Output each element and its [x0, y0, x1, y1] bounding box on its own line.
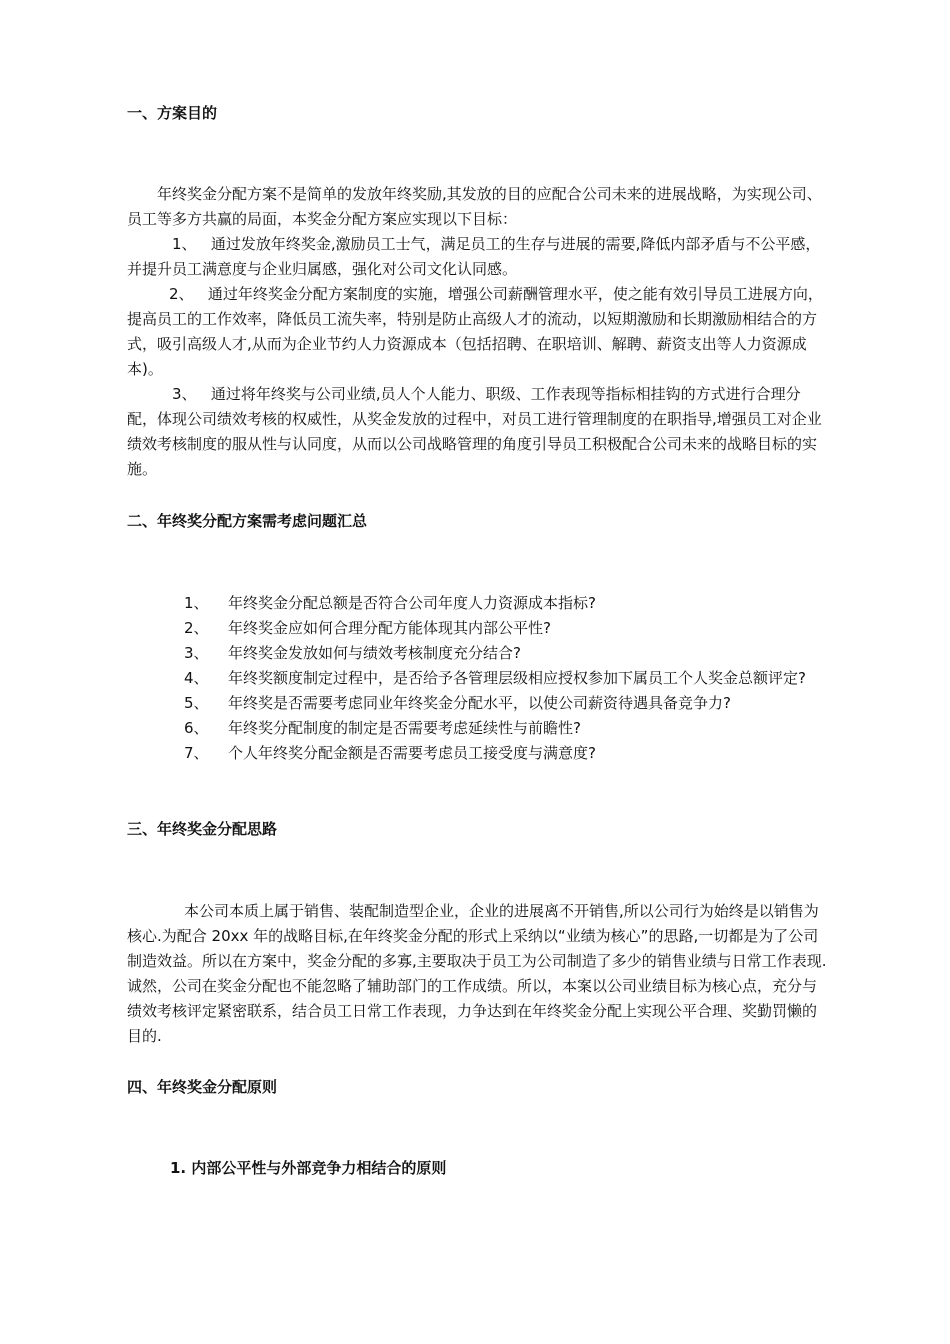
list-item — [127, 716, 827, 741]
section-1-intro: 年终奖金分配方案不是简单的发放年终奖励,其发放的目的应配合公司未来的进展战略，为实现公司、员工等多方共赢的局面，本奖金分配方案应实现以下目标： — [127, 185, 822, 228]
list-number: 4、 — [184, 669, 209, 687]
questions-list — [127, 591, 827, 766]
list-item — [127, 666, 827, 691]
list-text: 个人年终奖分配金额是否需要考虑员工接受度与满意度? — [228, 744, 596, 762]
section-4-heading: 四、年终奖金分配原则 — [127, 1078, 278, 1096]
list-text: 年终奖是否需要考虑同业年终奖金分配水平，以使公司薪资待遇具备竞争力? — [228, 694, 731, 712]
list-item — [127, 691, 827, 716]
section-2-heading: 二、年终奖分配方案需考虑问题汇总 — [127, 512, 368, 530]
list-number: 7、 — [184, 744, 209, 762]
goal-item — [127, 382, 827, 482]
list-text: 年终奖分配制度的制定是否需要考虑延续性与前瞻性? — [228, 719, 581, 737]
list-text: 年终奖额度制定过程中，是否给予各管理层级相应授权参加下属员工个人奖金总额评定? — [228, 669, 806, 687]
list-text: 年终奖金分配总额是否符合公司年度人力资源成本指标? — [228, 594, 596, 612]
goal-number: 1、 — [172, 235, 197, 253]
section-1-body — [127, 182, 827, 482]
list-item — [127, 641, 827, 666]
section-4-subheading-1: 1. 内部公平性与外部竞争力相结合的原则 — [170, 1159, 447, 1177]
goal-number: 3、 — [172, 385, 197, 403]
list-text: 年终奖金应如何合理分配方能体现其内部公平性? — [228, 619, 551, 637]
list-number: 5、 — [184, 694, 209, 712]
list-text: 年终奖金发放如何与绩效考核制度充分结合? — [228, 644, 521, 662]
list-item — [127, 616, 827, 641]
section-3-paragraph: 本公司本质上属于销售、装配制造型企业，企业的进展离不开销售,所以公司行为始终是以销售为核心.为配合 20xx 年的战略目标,在年终奖金分配的形式上采纳以“业绩为核心”的思路,一切都是为了公司制造效益。所以在方案中，奖金分配的多寡,主要取决于员工为公司制造了多少的销售业绩与日常工作表现.诚然，公司在奖金分配也不能忽略了辅助部门的工作成绩。所以，本案以公司业绩目标为核心点，充分与绩效考核评定紧密联系，结合员工日常工作表现，力争达到在年终奖金分配上实现公平合理、奖勤罚懒的目的. — [127, 902, 827, 1045]
list-number: 3、 — [184, 644, 209, 662]
list-number: 2、 — [184, 619, 209, 637]
section-3-body — [127, 899, 827, 1049]
section-3-heading: 三、年终奖金分配思路 — [127, 820, 278, 838]
goal-text: 通过将年终奖与公司业绩,员人个人能力、职级、工作表现等指标相挂钩的方式进行合理分配，体现公司绩效考核的权威性，从奖金发放的过程中，对员工进行管理制度的在职指导,增强员工对企业绩效考核制度的服从性与认同度，从而以公司战略管理的角度引导员工积极配合公司未来的战略目标的实施。 — [127, 385, 822, 478]
goal-text: 通过年终奖金分配方案制度的实施，增强公司薪酬管理水平，使之能有效引导员工进展方向，提高员工的工作效率，降低员工流失率，特别是防止高级人才的流动，以短期激励和长期激励相结合的方式，吸引高级人才,从而为企业节约人力资源成本（包括招聘、在职培训、解聘、薪资支出等人力资源成本)。 — [127, 285, 823, 378]
list-number: 6、 — [184, 719, 209, 737]
list-item — [127, 741, 827, 766]
list-number: 1、 — [184, 594, 209, 612]
section-1-heading: 一、方案目的 — [127, 104, 218, 122]
goal-item — [127, 232, 827, 282]
goal-item — [127, 282, 827, 382]
goal-number: 2、 — [169, 285, 194, 303]
list-item — [127, 591, 827, 616]
goal-text: 通过发放年终奖金,激励员工士气，满足员工的生存与进展的需要,降低内部矛盾与不公平感，并提升员工满意度与企业归属感，强化对公司文化认同感。 — [127, 235, 821, 278]
